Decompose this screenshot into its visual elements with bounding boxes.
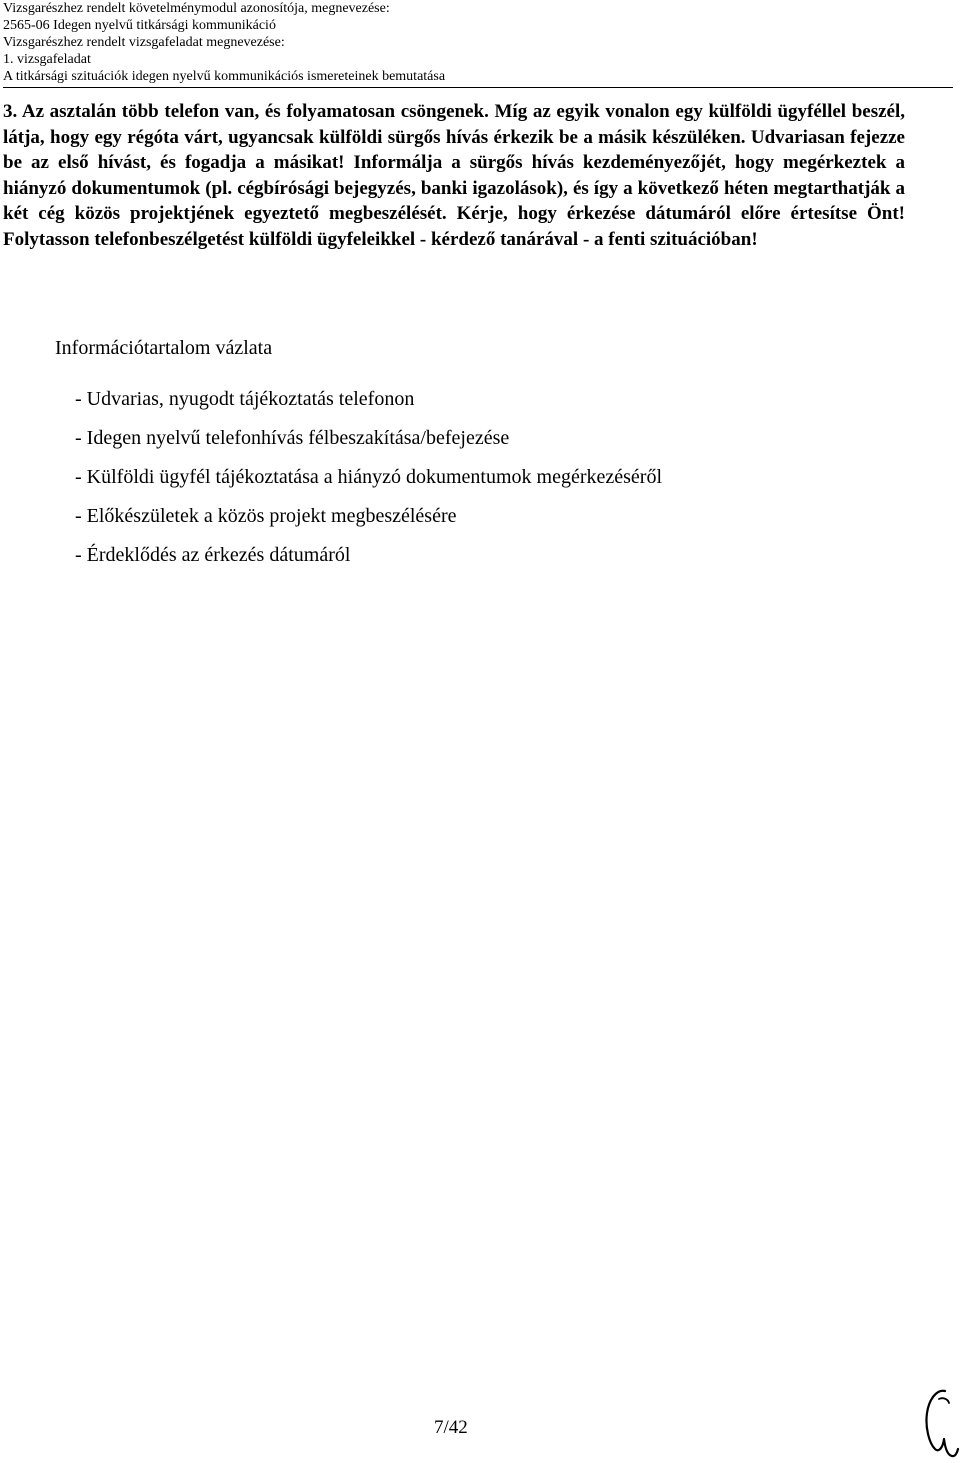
outline-item: - Külföldi ügyfél tájékoztatása a hiányzó dokumentumok megérkezéséről — [75, 466, 663, 488]
task-situation-text: 3. Az asztalán több telefon van, és folyamatosan csöngenek. Míg az egyik vonalon egy külföldi ügyféllel beszél, látja, hogy egy régóta várt, ugyancsak külföldi sürgős hívás érkezik be a másik készüléken. Udvariasan fejezze be az első hívást, és fogadja a másikat! Informálja a sürgős hívás kezdeményezőjét, hogy megérkeztek a hiányzó dokumentumok (pl. cégbírósági bejegyzés, banki igazolások), és így a következő héten megtarthatják a két cég közös projektjének egyeztető megbeszélését. Kérje, hogy érkezése dátumáról előre értesítse Önt! — [3, 101, 905, 225]
header-line-module-label: Vizsgarészhez rendelt követelménymodul azonosítója, megnevezése: — [3, 1, 390, 16]
outline-title: Információtartalom vázlata — [55, 337, 273, 359]
outline-item: - Udvarias, nyugodt tájékoztatás telefonon — [75, 388, 415, 410]
outline-item: - Érdeklődés az érkezés dátumáról — [75, 544, 351, 566]
page-header — [3, 0, 953, 88]
header-line-task-name: A titkársági szituációk idegen nyelvű kommunikációs ismereteinek bemutatása — [3, 69, 446, 84]
outline-item: - Idegen nyelvű telefonhívás félbeszakítása/befejezése — [75, 427, 510, 449]
outline-item: - Előkészületek a közös projekt megbeszélésére — [75, 505, 457, 527]
task-instruction-text: Folytasson telefonbeszélgetést külföldi ügyfeleikkel - kérdező tanárával - a fenti szituációban! — [3, 228, 758, 250]
outline-list — [75, 386, 662, 581]
handwritten-signature — [915, 1385, 960, 1463]
page-number: 7/42 — [434, 1417, 468, 1438]
header-line-module-name: 2565-06 Idegen nyelvű titkársági kommunikáció — [3, 18, 276, 33]
header-line-task-number: 1. vizsgafeladat — [3, 52, 91, 67]
task-description — [3, 99, 905, 253]
header-line-task-label: Vizsgarészhez rendelt vizsgafeladat megnevezése: — [3, 35, 285, 50]
